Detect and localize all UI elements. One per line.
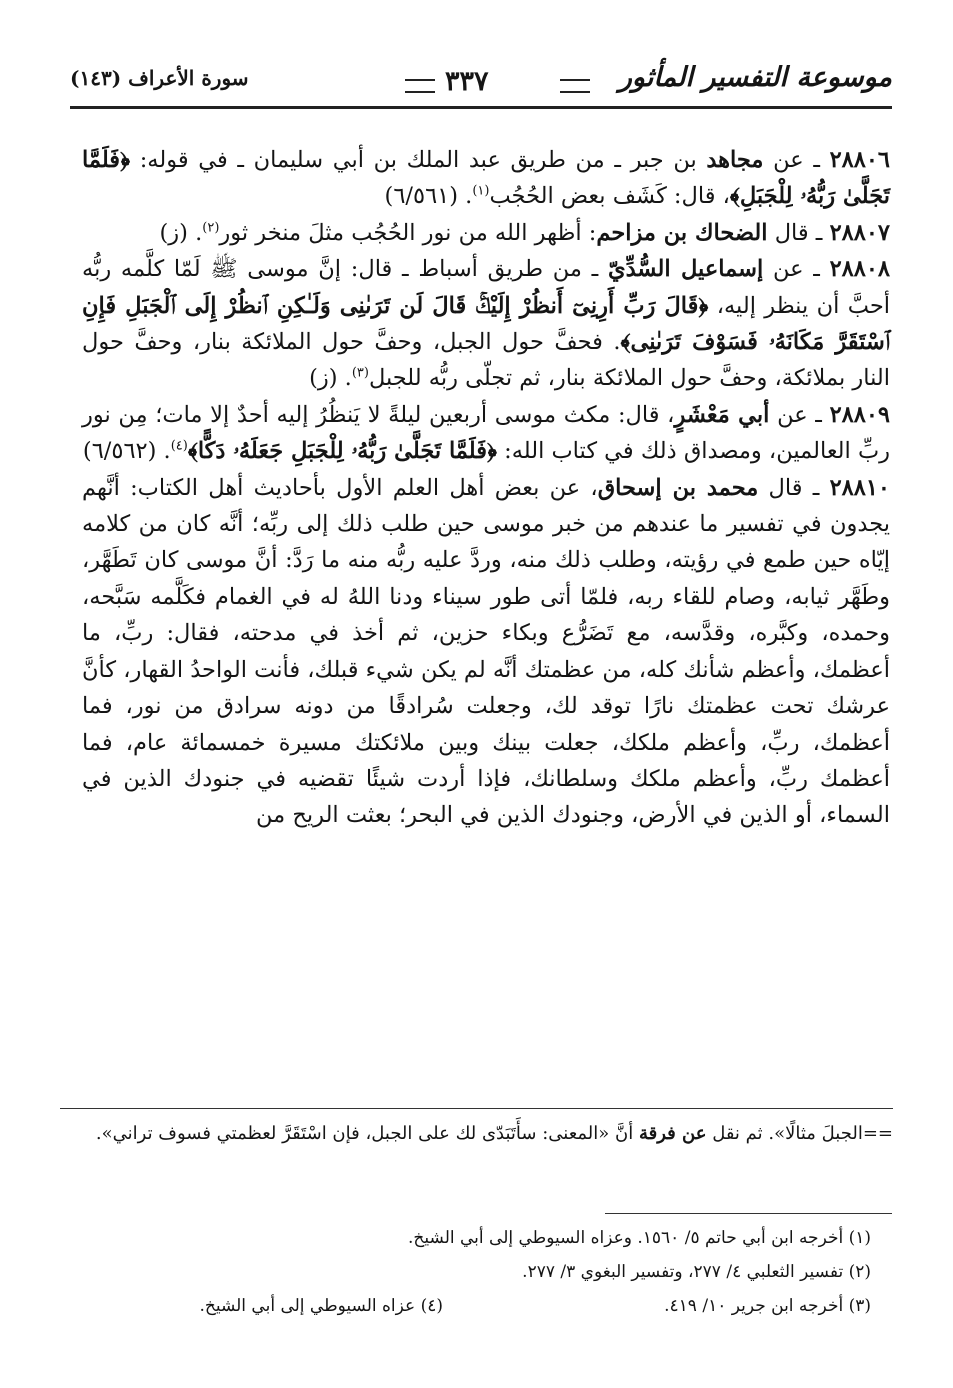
note-emphasis: عن فرقة bbox=[638, 1123, 707, 1144]
footnotes-rule bbox=[605, 1213, 892, 1214]
entry-text: ، عن بعض أهل العلم الأول بأحاديث أهل الكتاب: أنَّهم يجدون في تفسير ما عندهم من خبر موسى حين طلب ذلك إلى ربِّه؛ أنَّه كان من كلامه إيّاه حين طمع في رؤيته، وطلب ذلك منه، وردَّ عليه ربُّه منه ما رَدَّ: أنَّ موسى كان تَطَهَّر، وطَهَّر ثيابه، وصام للقاء ربه، فلمّا أتى طور سيناء ودنا اللهُ له في الغمام فكَلَّمه سَبَّحه، وحمده، وكبَّره، وقدَّسه، مع تَضَرُّع وبكاء حزين، ثم أخذ في مدحته، فقال: ربِّ، ما أعظمك، وأعظم شأنك كله، من عظمتك أنَّه لم يكن شيء قبلك، فأنت الواحدُ القهار، كأنَّ عرشك تحت عظمتك نارًا توقد لك، وجعلت سُرادقًا من دونه سرادق من نور، فما أعظمك، ربِّ، وأعظم ملكك، جعلت بينك وبين ملائكتك مسيرة خمسمائة عام، فما أعظمك ربِّ، وأعظم ملكك وسلطانك، فإذا أردت شيئًا تقضيه في جنودك الذين في السماء، أو الذين في الأرض، وجنودك الذين في البحر؛ بعثت الريح من bbox=[82, 474, 890, 829]
narrator-name: الضحاك بن مزاحم bbox=[596, 219, 768, 246]
entry-text: : أظهر الله من نور الحُجُب مثلَ منخر ثور bbox=[219, 219, 597, 246]
entry-28809 bbox=[82, 397, 890, 470]
entry-28807 bbox=[82, 215, 890, 251]
footnote-4: (٤) عزاه السيوطي إلى أبي الشيخ. bbox=[199, 1296, 443, 1316]
sura-label: سورة الأعراف (١٤٣) bbox=[70, 66, 249, 90]
footnote-ref: (٤) bbox=[170, 438, 188, 454]
narrator-name: مجاهد bbox=[706, 147, 764, 173]
narrator-name: محمد بن إسحاق bbox=[597, 474, 759, 501]
header-ornament-left bbox=[405, 79, 435, 93]
quran-quote: ﴿فَلَمَّا تَجَلَّىٰ رَبُّهُۥ لِلْجَبَلِ﴾ bbox=[82, 147, 890, 210]
entry-text: ، قال: كَشَف بعض الحُجُب bbox=[489, 183, 730, 210]
entry-text: . (ز) bbox=[159, 219, 203, 246]
entry-text: ـ قال bbox=[758, 474, 830, 501]
footnote-ref: (٣) bbox=[351, 365, 369, 381]
entry-text: . (٦/٥٦١) bbox=[384, 183, 473, 210]
entry-28806 bbox=[82, 142, 890, 215]
continued-note bbox=[78, 1118, 893, 1150]
narrator-name: أبي مَعْشَرٍ bbox=[674, 401, 770, 428]
entry-number: ٢٨٨٠٩ bbox=[829, 401, 890, 428]
entry-number: ٢٨٨٠٦ bbox=[829, 147, 891, 173]
quran-quote: ﴿قَالَ رَبِّ أَرِنِىٓ أَنظُرْ إِلَيْكَۚ قَالَ لَن تَرَىٰنِى وَلَـٰكِنِ ٱنظُرْ إِلَى ٱلْجَبَلِ فَإِنِ ٱسْتَقَرَّ مَكَانَهُۥ فَسَوْفَ تَرَىٰنِى﴾ bbox=[82, 292, 890, 356]
entry-text: . (٦/٥٦٢) bbox=[82, 438, 171, 465]
entry-text: ـ عن bbox=[763, 256, 830, 283]
note-text: الجبلَ مثالًا». ثم نقل bbox=[706, 1123, 863, 1144]
entry-text: بن جبر ـ من طريق عبد الملك بن أبي سليمان ـ في قوله: bbox=[130, 147, 707, 173]
footnote-2: (٢) تفسير الثعلبي ٤/ ٢٧٧، وتفسير البغوي ٣/ ٢٧٧. bbox=[522, 1262, 871, 1282]
header-rule bbox=[70, 106, 892, 109]
footnote-3: (٣) أخرجه ابن جرير ١٠/ ٤١٩. bbox=[664, 1296, 871, 1316]
entry-text: ـ من طريق أسباط ـ قال: إنَّ موسى ﷺ لَمّا كلَّمه ربُّه أحبَّ أن ينظر إليه، bbox=[82, 256, 890, 319]
entry-text: ـ قال bbox=[767, 219, 830, 246]
entry-number: ٢٨٨١٠ bbox=[829, 474, 890, 501]
page-number: ٣٣٧ bbox=[445, 66, 489, 97]
footnote-ref: (١) bbox=[472, 183, 490, 199]
continuation-marker: == bbox=[862, 1123, 893, 1144]
entry-number: ٢٨٨٠٨ bbox=[829, 256, 891, 283]
note-text: أنَّ «المعنى: سأَتَبَدّى لك على الجبل، فإن اسْتَقَرَّ لعظمتي فسوف تراني». bbox=[95, 1123, 639, 1144]
entry-text: . (ز) bbox=[309, 365, 352, 392]
entry-text: ، قال: مكث موسى أربعين ليلةً لا يَنظُرُ إليه أحدٌ إلا مات؛ مِن نور ربِّ العالمين، ومصداق ذلك في كتاب الله: bbox=[82, 401, 890, 465]
entry-28808 bbox=[82, 251, 890, 397]
footnote-1: (١) أخرجه ابن أبي حاتم ٥/ ١٥٦٠. وعزاه السيوطي إلى أبي الشيخ. bbox=[408, 1228, 871, 1248]
main-text bbox=[82, 142, 890, 834]
footnote-ref: (٢) bbox=[202, 220, 220, 236]
entry-text: ـ عن bbox=[763, 147, 830, 173]
footnote-separator bbox=[60, 1108, 893, 1109]
book-title: موسوعة التفسير المأثور bbox=[618, 62, 892, 93]
running-header bbox=[70, 58, 892, 114]
entry-28810 bbox=[82, 470, 890, 834]
entry-number: ٢٨٨٠٧ bbox=[829, 219, 890, 246]
entry-text: . فحفَّ حول الجبل، وحفَّ حول الملائكة بنار، وحفَّ حول النار بملائكة، وحفَّ حول الملائكة بنار، ثم تجلّى ربُّه للجبل bbox=[82, 329, 890, 392]
narrator-name: إسماعيل السُّدِّيّ bbox=[607, 256, 764, 283]
quran-quote: ﴿فَلَمَّا تَجَلَّىٰ رَبُّهُۥ لِلْجَبَلِ جَعَلَهُۥ دَكًّا﴾ bbox=[187, 438, 497, 465]
entry-text: ـ عن bbox=[769, 401, 830, 428]
header-ornament-right bbox=[560, 79, 590, 93]
